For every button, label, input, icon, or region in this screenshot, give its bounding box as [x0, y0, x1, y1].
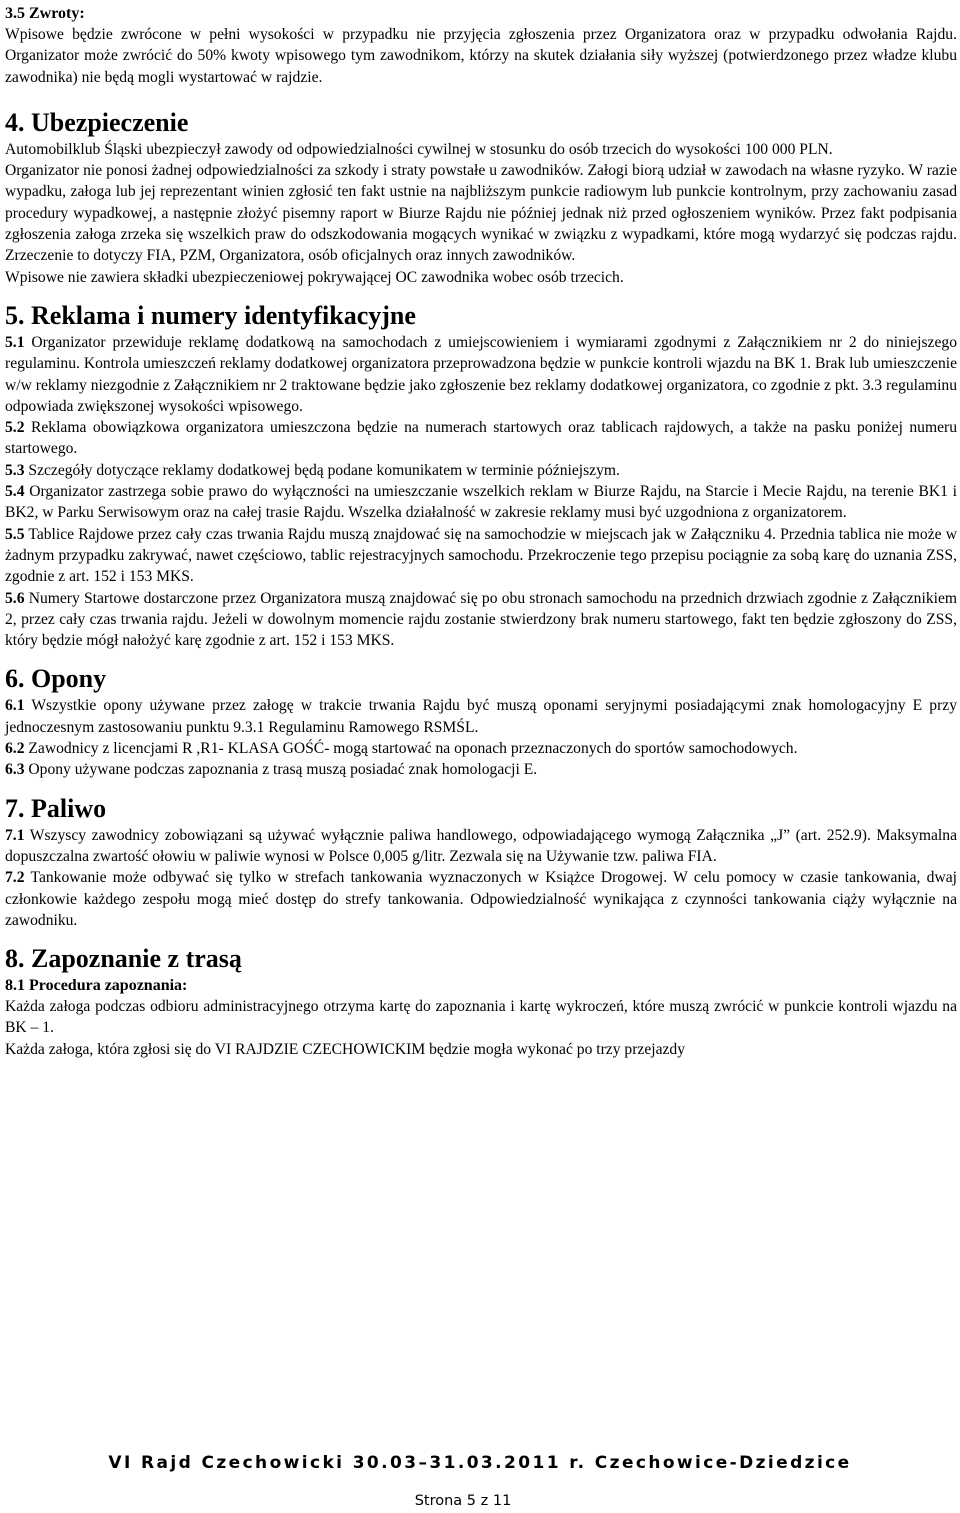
section-5-heading: 5. Reklama i numery identyfikacyjne: [5, 300, 416, 330]
item-text: Organizator zastrzega sobie prawo do wyłączności na umieszczanie wszelkich reklam w Biurze Rajdu, na Starcie i Mecie Rajdu, na terenie BK1 i BK2, w Parku Serwisowym oraz na całej trasie Rajdu. Wszelka działalność w zakresie reklamy musi być uzgodniona z organizatorem.: [5, 483, 957, 522]
section-7-item: [5, 867, 957, 931]
item-text: Reklama obowiązkowa organizatora umieszczona będzie na numerach startowych oraz tablicach rajdowych, a także na pasku poniżej numeru startowego.: [5, 419, 957, 458]
item-number: 5.1: [5, 333, 25, 351]
item-number: 7.1: [5, 826, 25, 844]
section-6-item: [5, 738, 957, 759]
item-number: 5.2: [5, 419, 25, 437]
item-text: Opony używane podczas zapoznania z trasą muszą posiadać znak homologacji E.: [24, 761, 538, 779]
item-text: Tankowanie może odbywać się tylko w strefach tankowania wyznaczonych w Książce Drogowej. W celu pomocy w czasie tankowania, dwaj członkowie każdego zespołu mogą mieć dostęp do strefy tankowania. Odpowiedzialność wynikająca z czynności tankowania ciąży wyłącznie na zawodniku.: [5, 869, 957, 929]
section-4-para-3: Wpisowe nie zawiera składki ubezpieczeniowej pokrywającej OC zawodnika wobec osób trzecich.: [5, 268, 624, 286]
section-4-heading: 4. Ubezpieczenie: [5, 107, 189, 137]
section-5-item: [5, 417, 957, 460]
item-number: 6.3: [5, 761, 25, 779]
section-5-item: [5, 332, 957, 417]
section-6-heading: 6. Opony: [5, 664, 107, 694]
section-4-para-1: Automobilklub Śląski ubezpieczył zawody od odpowiedzialności cywilnej w stosunku do osób trzecich do wysokości 100 000 PLN.: [5, 140, 833, 158]
item-number: 6.2: [5, 740, 25, 758]
footer-event-title: VI Rajd Czechowicki 30.03–31.03.2011 r. Czechowice-Dziedzice: [108, 1453, 852, 1473]
section-4-para-2: Organizator nie ponosi żadnej odpowiedzialności za szkody i straty powstałe u zawodników. Załogi biorą udział w zawodach na własne ryzyko. W razie wypadku, załoga lub jej reprezentant winien zgłosić ten fakt ustnie na najbliższym punkcie radiowym lub punkcie kontrolnym, przy zachowaniu zasad procedury wypadkowej, a następnie złożyć pisemny raport w Biurze Rajdu nie później jednak niż przed ogłoszeniem wyników. Przez fakt podpisania zgłoszenia załoga zrzeka się wszelkich praw do odszkodowania mogących wynikać w związku z wypadkami, które mogą wydarzyć się podczas rajdu. Zrzeczenie to dotyczy FIA, PZM, Organizatora, osób oficjalnych oraz innych zawodników.: [5, 162, 957, 265]
section-8-para-2: Każda załoga, która zgłosi się do VI RAJDZIE CZECHOWICKIM będzie mogła wykonać po trzy przejazdy: [5, 1040, 686, 1058]
document-page: [5, 0, 957, 1060]
item-text: Numery Startowe dostarczone przez Organizatora muszą znajdować się po obu stronach samochodu na przednich drzwiach zgodnie z Załącznikiem 2, przez cały czas trwania rajdu. Jeżeli w dowolnym momencie rajdu zostanie stwierdzony brak numeru startowego, fakt ten będzie zgłoszony do ZSS, który będzie mógł nałożyć karę zgodnie z art. 152 i 153 MKS.: [5, 589, 957, 650]
item-text: Wszystkie opony używane przez załogę w trakcie trwania Rajdu być muszą oponami seryjnymi posiadającymi znak homologacyjny E przy jednoczesnym zastosowaniu punktu 9.3.1 Regulaminu Ramowego RSMŚL.: [5, 697, 957, 736]
item-number: 5.4: [5, 483, 25, 501]
item-text: Tablice Rajdowe przez cały czas trwania Rajdu muszą znajdować się na samochodzie w miejscach jak w Załączniku 4. Przednia tablica nie może w żadnym przypadku zakrywać, nawet częściowo, tablic rejestracyjnych samochodu. Przekroczenie tego przepisu pociągnie za sobą karę do uznania ZSS, zgodnie z art. 152 i 153 MKS.: [5, 525, 957, 586]
page-number: Strona 5 z 11: [414, 1493, 512, 1509]
section-5-item: [5, 460, 957, 481]
item-number: 7.2: [5, 869, 25, 887]
section-7-heading: 7. Paliwo: [5, 793, 107, 823]
section-5-item: [5, 481, 957, 524]
item-text: Zawodnicy z licencjami R ,R1- KLASA GOŚĆ- mogą startować na oponach przeznaczonych do sportów samochodowych.: [24, 740, 798, 758]
item-number: 5.6: [5, 589, 25, 607]
item-text: Szczegóły dotyczące reklamy dodatkowej będą podane komunikatem w terminie późniejszym.: [24, 461, 620, 479]
section-8-heading: 8. Zapoznanie z trasą: [5, 944, 242, 974]
item-number: 5.3: [5, 461, 25, 479]
item-text: Organizator przewiduje reklamę dodatkową na samochodach z umiejscowieniem i wymiarami zgodnymi z Załącznikiem nr 2 do niniejszego regulaminu. Kontrola umieszczeń reklamy dodatkowej organizatora przeprowadzona będzie w punkcie kontroli wjazdu na BK 1. Brak lub umieszczenie w/w reklamy niezgodnie z Załącznikiem nr 2 traktowane będzie jako zgłoszenie bez reklamy dodatkowej organizatora, co zgodnie z pkt. 3.3 regulaminu odpowiada zwiększonej wysokości wpisowego.: [5, 333, 957, 415]
section-6-item: [5, 759, 957, 780]
section-3-5-text: Wpisowe będzie zwrócone w pełni wysokości w przypadku nie przyjęcia zgłoszenia przez Organizatora oraz w przypadku odwołania Rajdu. Organizator może zwrócić do 50% kwoty wpisowego tym zawodnikom, którzy na skutek działania siły wyższej (potwierdzonego przez władze klubu zawodnika) nie będą mogli wystartować w rajdzie.: [5, 26, 957, 86]
section-5-item: [5, 524, 957, 588]
item-number: 6.1: [5, 697, 25, 715]
section-5-item: [5, 588, 957, 652]
item-number: 5.5: [5, 525, 25, 543]
section-7-item: [5, 825, 957, 868]
section-8-para-1: Każda załoga podczas odbioru administracyjnego otrzyma kartę do zapoznania i kartę wykroczeń, które muszą zwrócić w punkcie kontroli wjazdu na BK – 1.: [5, 998, 957, 1037]
section-3-5-heading: 3.5 Zwroty:: [5, 5, 85, 22]
section-8-1-heading: 8.1 Procedura zapoznania:: [5, 977, 188, 995]
item-text: Wszyscy zawodnicy zobowiązani są używać wyłącznie paliwa handlowego, odpowiadającego wymogą Załącznika „J” (art. 252.9). Maksymalna dopuszczalna zwartość ołowiu w paliwie wynosi w Polsce 0,005 g/litr. Zezwala się na Używanie tzw. paliwa FIA.: [5, 826, 957, 865]
section-6-item: [5, 695, 957, 738]
